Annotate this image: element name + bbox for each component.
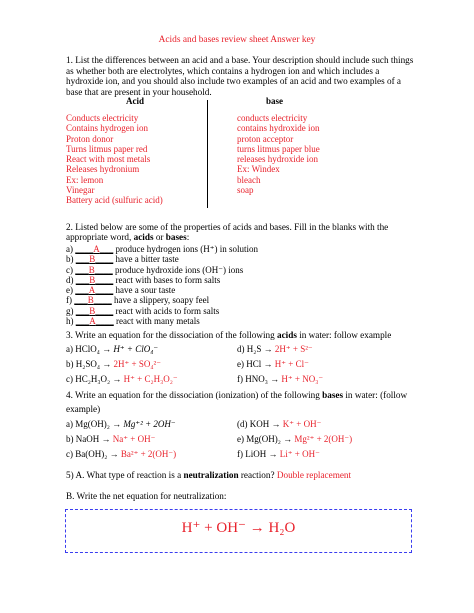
- property-text: produce hydroxide ions (OH⁻) ions: [115, 264, 244, 275]
- answer-blank: [76, 275, 114, 285]
- equation-label: (d) KOH: [237, 419, 270, 429]
- equation-label: c) HC₂H₃O₂: [66, 374, 111, 384]
- acid-item: Ex: lemon: [66, 174, 104, 185]
- acid-item: Contains hydrogen ion: [66, 123, 148, 134]
- equation-label: e) Mg(OH)₂: [237, 434, 281, 444]
- blank-line: ____: [95, 305, 114, 316]
- equation-answer: H⁺ + Cl⁻: [274, 359, 309, 369]
- property-item: [66, 254, 258, 264]
- equation-4b: [66, 434, 155, 445]
- equation-answer: H⁺ + ClO₄⁻: [113, 344, 159, 354]
- equation-4d: [237, 419, 321, 430]
- equation-answer: Mg²⁺ + 2(OH⁻): [294, 434, 353, 444]
- equation-label: a) HClO₄: [66, 344, 100, 354]
- base-item: contains hydroxide ion: [237, 123, 320, 134]
- answer-text: B: [89, 305, 96, 316]
- neutralization-keyword: neutralization: [183, 470, 239, 480]
- arrow-icon: →: [263, 344, 273, 354]
- base-item: Ex: Windex: [237, 164, 280, 175]
- blank-line: ____: [94, 264, 113, 275]
- property-list: [66, 244, 258, 326]
- blank-line: ___: [75, 264, 89, 275]
- equation-label: f) LiOH: [237, 449, 267, 459]
- question-5b: B. Write the net equation for neutralization:: [66, 491, 227, 501]
- item-letter: a): [66, 244, 73, 254]
- base-list: [237, 113, 320, 195]
- question-2-intro-line1: 2. Listed below are some of the properties of acids and bases. Fill in the blanks with the: [66, 222, 389, 232]
- item-letter: f): [66, 295, 72, 306]
- arrow-icon: →: [102, 344, 112, 354]
- property-text: react with acids to form salts: [115, 305, 220, 316]
- property-item: [66, 285, 258, 295]
- question-text: reaction?: [238, 470, 277, 480]
- acid-item: Proton donor: [66, 133, 114, 144]
- answer-blank: [75, 285, 113, 295]
- equation-3b: [66, 359, 161, 370]
- intro-text: 4. Write an equation for the dissociation (ionization) of the following: [66, 390, 323, 400]
- arrow-icon: →: [109, 449, 119, 459]
- property-item: [66, 265, 258, 275]
- property-text: react with many metals: [116, 316, 200, 327]
- intro-text: appropriate word,: [66, 232, 134, 242]
- equation-label: c) Ba(OH)₂: [66, 449, 108, 459]
- equation-label: f) HNO₃: [237, 374, 268, 384]
- equation-3e: [237, 359, 309, 370]
- page-title: Acids and bases review sheet Answer key: [158, 35, 316, 45]
- answer-blank: [76, 254, 114, 264]
- arrow-icon: →: [102, 359, 112, 369]
- acid-list: [66, 113, 163, 206]
- property-item: [66, 275, 258, 285]
- item-letter: c): [66, 264, 73, 275]
- equation-label: d) H₂S: [237, 344, 262, 354]
- blank-line: ___: [75, 254, 90, 265]
- base-item: turns litmus paper blue: [237, 143, 320, 154]
- equation-answer: Li⁺ + OH⁻: [279, 449, 320, 459]
- equation-answer: Na⁺ + OH⁻: [112, 434, 156, 444]
- equation-3a: [66, 344, 158, 355]
- question-3-intro: [66, 330, 391, 340]
- answer-text: B: [87, 295, 94, 306]
- equation-3c: [66, 374, 178, 385]
- answer-blank: [74, 295, 112, 305]
- equation-answer: Ba²⁺ + 2(OH⁻): [120, 449, 177, 459]
- equation-answer: 2H⁺ + S²⁻: [274, 344, 313, 354]
- question-4-intro-line2: example): [66, 404, 101, 414]
- property-text: have a bitter taste: [115, 254, 179, 265]
- item-letter: g): [66, 305, 74, 316]
- equation-label: b) NaOH: [66, 434, 100, 444]
- bases-keyword: bases: [322, 390, 344, 400]
- intro-text: in water: (follow: [343, 390, 408, 400]
- arrow-icon: →: [268, 449, 278, 459]
- base-item: proton acceptor: [237, 133, 294, 144]
- property-item: [66, 306, 258, 316]
- acid-item: React with most metals: [66, 154, 151, 165]
- base-item: soap: [237, 185, 254, 196]
- question-1-text: 1. List the differences between an acid and a base. Your description should include such things as whether both are electrolytes, which contains a hydrogen ion and which includes a hydroxide ion, and you should also include two examples of an acid and two examples of a base that are present in your household.: [66, 55, 414, 97]
- property-text: have a sour taste: [115, 285, 176, 296]
- equation-4f: [237, 449, 320, 460]
- blank-line: ___: [75, 285, 89, 296]
- base-item: conducts electricity: [237, 113, 308, 123]
- arrow-icon: →: [270, 374, 280, 384]
- equation-3d: [237, 344, 313, 355]
- blank-line: ____: [95, 254, 114, 265]
- blank-line: ____: [95, 274, 114, 285]
- blank-line: ___: [74, 295, 88, 306]
- arrow-icon: →: [263, 359, 273, 369]
- blank-line: ____: [95, 316, 114, 327]
- equation-3f: [237, 374, 323, 385]
- question-4-intro-line1: [66, 390, 407, 400]
- answer-text: A: [93, 244, 100, 254]
- item-letter: e): [66, 285, 73, 296]
- answer-blank: [75, 244, 113, 254]
- property-item: [66, 244, 258, 254]
- property-item: [66, 295, 258, 305]
- blank-line: ___: [75, 305, 90, 316]
- answer-text: A: [88, 285, 96, 296]
- equation-answer: Mg⁺² + 2OH⁻: [123, 419, 176, 429]
- answer-text: B: [89, 274, 96, 285]
- acid-column-header: Acid: [126, 96, 144, 106]
- answer-text: Double replacement: [276, 470, 352, 480]
- arrow-icon: →: [112, 419, 122, 429]
- base-column-header: base: [266, 96, 284, 106]
- equation-answer: H⁺ + NO₃⁻: [281, 374, 324, 384]
- acid-item: Vinegar: [66, 185, 95, 196]
- blank-line: ____: [75, 244, 94, 254]
- equation-answer: 2H⁺ + SO₄²⁻: [113, 359, 161, 369]
- acid-item: Turns litmus paper red: [66, 143, 148, 154]
- intro-text: in water: follow example: [296, 330, 392, 340]
- property-text: have a slippery, soapy feel: [114, 295, 210, 306]
- arrow-icon: →: [112, 374, 122, 384]
- answer-text: B: [89, 254, 96, 265]
- equation-label: a) Mg(OH)₂: [66, 419, 110, 429]
- question-text: 5) A. What type of reaction is a: [66, 470, 184, 480]
- item-letter: b): [66, 254, 74, 265]
- acid-item: Battery acid (sulfuric acid): [66, 195, 163, 206]
- item-letter: h): [66, 316, 74, 327]
- answer-blank: [76, 316, 114, 326]
- acid-item: Conducts electricity: [66, 113, 139, 123]
- equation-answer: H⁺ + C₂H₃O₂⁻: [123, 374, 178, 384]
- arrow-icon: →: [271, 419, 281, 429]
- acids-keyword: acids: [133, 232, 154, 242]
- base-item: releases hydroxide ion: [237, 154, 318, 165]
- net-equation: H⁺ + OH⁻ → H₂O: [181, 520, 296, 536]
- answer-text: B: [88, 264, 95, 275]
- blank-line: ___: [75, 316, 90, 327]
- question-2-intro-line2: [66, 232, 189, 242]
- equation-4c: [66, 449, 176, 460]
- base-item: bleach: [237, 174, 261, 185]
- answer-blank: [75, 265, 113, 275]
- answer-blank: [76, 306, 114, 316]
- equation-label: b) H₂SO₄: [66, 359, 101, 369]
- answer-text: A: [89, 316, 96, 327]
- property-item: [66, 316, 258, 326]
- bases-keyword: bases: [165, 232, 187, 242]
- column-divider: [207, 100, 208, 208]
- equation-4e: [237, 434, 352, 445]
- blank-line: ___: [99, 244, 114, 254]
- equation-answer: K⁺ + OH⁻: [282, 419, 322, 429]
- equation-label: e) HCl: [237, 359, 262, 369]
- intro-text: or: [153, 232, 166, 242]
- property-text: react with bases to form salts: [115, 274, 221, 285]
- question-5a: [66, 470, 351, 480]
- intro-text: 3. Write an equation for the dissociation of the following: [66, 330, 277, 340]
- equation-4a: [66, 419, 176, 430]
- acid-item: Releases hydronium: [66, 164, 140, 175]
- arrow-icon: →: [101, 434, 111, 444]
- acids-keyword: acids: [276, 330, 297, 340]
- blank-line: ___: [75, 274, 90, 285]
- intro-text: :: [186, 232, 190, 242]
- item-letter: d): [66, 274, 74, 285]
- property-text: produce hydrogen ions (H⁺) in solution: [115, 244, 258, 254]
- blank-line: ____: [95, 285, 114, 296]
- blank-line: ____: [93, 295, 112, 306]
- arrow-icon: →: [283, 434, 293, 444]
